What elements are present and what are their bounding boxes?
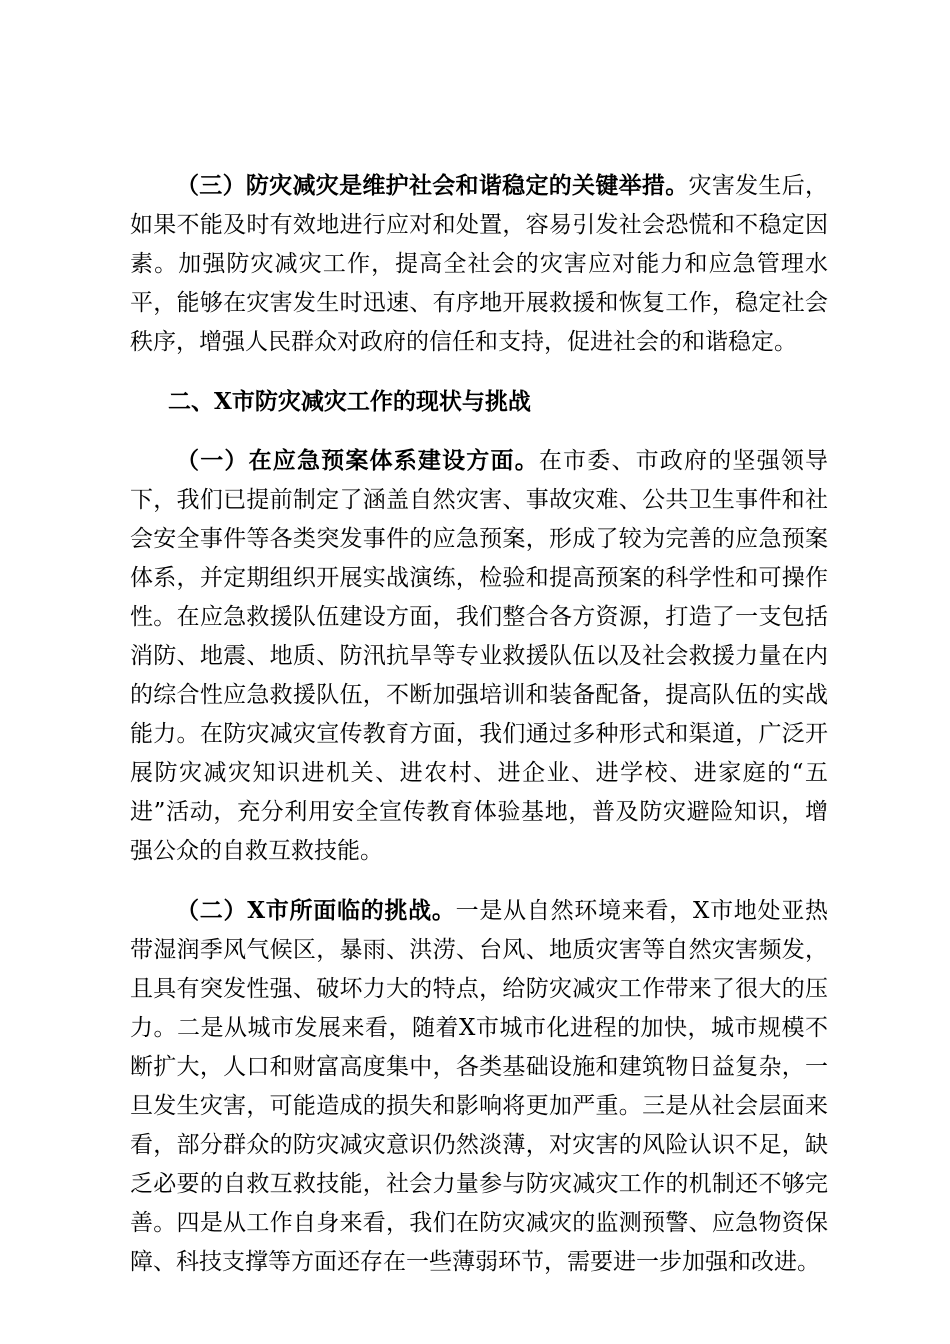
section-heading: 二、X市防灾减灾工作的现状与挑战 [168, 388, 531, 415]
paragraph-lead: （三）防灾减灾是维护社会和谐稳定的关键举措。 [176, 172, 689, 199]
paragraph-challenges [130, 891, 828, 1282]
paragraph-body: 灾害发生后，如果不能及时有效地进行应对和处置，容易引发社会恐慌和不稳定因素。加强防灾减灾工作，提高全社会的灾害应对能力和应急管理水平，能够在灾害发生时迅速、有序地开展救援和恢复工作，稳定社会秩序，增强人民群众对政府的信任和支持，促进社会的和谐稳定。 [130, 173, 829, 355]
paragraph-body: 一是从自然环境来看，X市地处亚热带湿润季风气候区，暴雨、洪涝、台风、地质灾害等自然灾害频发，且具有突发性强、破坏力大的特点，给防灾减灾工作带来了很大的压力。二是从城市发展来看，随着X市城市化进程的加快，城市规模不断扩大，人口和财富高度集中，各类基础设施和建筑物日益复杂，一旦发生灾害，可能造成的损失和影响将更加严重。三是从社会层面来看，部分群众的防灾减灾意识仍然淡薄，对灾害的风险认识不足，缺乏必要的自救互救技能，社会力量参与防灾减灾工作的机制还不够完善。四是从工作自身来看，我们在防灾减灾的监测预警、应急物资保障、科技支撑等方面还存在一些薄弱环节，需要进一步加强和改进。 [130, 898, 828, 1275]
paragraph-lead: （二）X市所面临的挑战。 [176, 897, 456, 924]
paragraph-body: 在市委、市政府的坚强领导下，我们已提前制定了涵盖自然灾害、事故灾难、公共卫生事件和社会安全事件等各类突发事件的应急预案，形成了较为完善的应急预案体系，并定期组织开展实战演练，检验和提高预案的科学性和可操作性。在应急救援队伍建设方面，我们整合各方资源，打造了一支包括消防、地震、地质、防汛抗旱等专业救援队伍以及社会救援力量在内的综合性应急救援队伍，不断加强培训和装备配备，提高队伍的实战能力。在防灾减灾宣传教育方面，我们通过多种形式和渠道，广泛开展防灾减灾知识进机关、进农村、进企业、进学校、进家庭的“五进”活动，充分利用安全宣传教育体验基地，普及防灾避险知识，增强公众的自救互救技能。 [130, 448, 829, 864]
paragraph-lead: （一）在应急预案体系建设方面。 [176, 447, 539, 474]
document-page [130, 166, 828, 1302]
paragraph-social-stability [130, 166, 828, 362]
paragraph-emergency-plan [130, 441, 828, 871]
